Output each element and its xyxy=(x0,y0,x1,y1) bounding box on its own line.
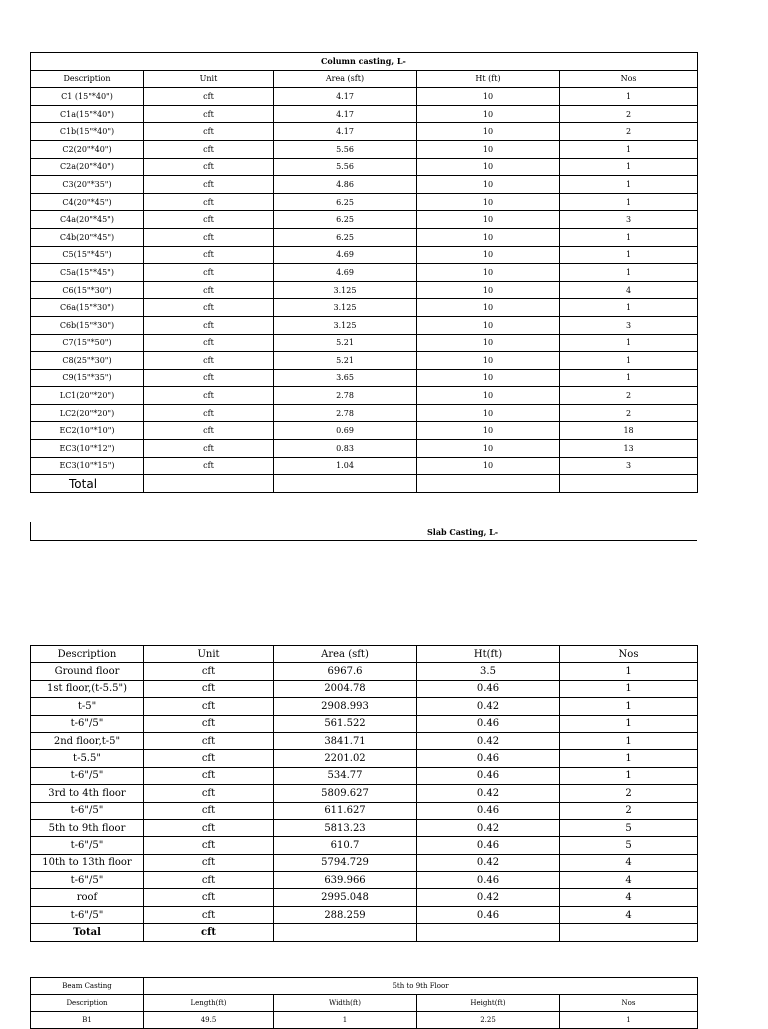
cell-nos: 4 xyxy=(560,889,698,906)
cell-area: 5794.729 xyxy=(274,854,417,871)
cell-unit: cft xyxy=(144,105,274,123)
header-height: Ht (ft) xyxy=(417,70,560,88)
cell-description: t-6"/5" xyxy=(31,872,144,889)
cell-height: 0.46 xyxy=(417,680,560,697)
cell-description: C4(20"*45") xyxy=(31,193,144,211)
cell-nos: 4 xyxy=(560,872,698,889)
cell-nos: 2 xyxy=(560,404,698,422)
total-cell xyxy=(560,475,698,493)
slab-casting-table xyxy=(30,645,698,942)
cell-unit: cft xyxy=(144,906,274,923)
header-length: Length(ft) xyxy=(144,995,274,1012)
cell-area: 2.78 xyxy=(274,387,417,405)
cell-nos: 18 xyxy=(560,422,698,440)
cell-description: C3(20"*35") xyxy=(31,176,144,194)
cell-nos: 1 xyxy=(560,246,698,264)
cell-area: 1 xyxy=(274,1012,417,1029)
cell-area: 4.17 xyxy=(274,123,417,141)
cell-description: C6a(15"*30") xyxy=(31,299,144,317)
table-row xyxy=(31,889,698,906)
cell-unit: cft xyxy=(144,872,274,889)
total-label: Total xyxy=(31,924,144,941)
cell-nos: 1 xyxy=(560,369,698,387)
cell-area: 6.25 xyxy=(274,228,417,246)
cell-nos: 4 xyxy=(560,854,698,871)
cell-height: 10 xyxy=(417,352,560,370)
cell-unit: cft xyxy=(144,246,274,264)
cell-height: 10 xyxy=(417,88,560,106)
table-row xyxy=(31,211,698,229)
cell-area: 5.21 xyxy=(274,352,417,370)
cell-height: 10 xyxy=(417,404,560,422)
cell-description: C2a(20"*40") xyxy=(31,158,144,176)
cell-nos: 1 xyxy=(560,663,698,680)
table-row xyxy=(31,140,698,158)
table-row xyxy=(31,299,698,317)
cell-description: C1b(15"*40") xyxy=(31,123,144,141)
cell-height: 10 xyxy=(417,193,560,211)
cell-height: 10 xyxy=(417,316,560,334)
cell-height: 0.42 xyxy=(417,732,560,749)
cell-height: 10 xyxy=(417,299,560,317)
total-cell xyxy=(417,924,560,941)
header-description: Description xyxy=(31,70,144,88)
cell-nos: 3 xyxy=(560,457,698,475)
cell-description: EC3(10"*15") xyxy=(31,457,144,475)
cell-height: 10 xyxy=(417,140,560,158)
cell-description: 1st floor,(t-5.5") xyxy=(31,680,144,697)
total-cell xyxy=(144,475,274,493)
cell-unit: cft xyxy=(144,176,274,194)
header-width: Width(ft) xyxy=(274,995,417,1012)
cell-area: 5.56 xyxy=(274,140,417,158)
cell-description: C4a(20"*45") xyxy=(31,211,144,229)
table-row xyxy=(31,176,698,194)
table-row xyxy=(31,872,698,889)
cell-area: 2004.78 xyxy=(274,680,417,697)
cell-height: 10 xyxy=(417,123,560,141)
table-row xyxy=(31,105,698,123)
cell-nos: 2 xyxy=(560,105,698,123)
header-nos: Nos xyxy=(560,646,698,663)
cell-unit: cft xyxy=(144,369,274,387)
cell-unit: cft xyxy=(144,193,274,211)
cell-nos: 2 xyxy=(560,802,698,819)
cell-area: 5809.627 xyxy=(274,785,417,802)
cell-height: 2.25 xyxy=(417,1012,560,1029)
table-row xyxy=(31,732,698,749)
table-row xyxy=(31,715,698,732)
cell-area: 0.69 xyxy=(274,422,417,440)
cell-description: C6(15"*30") xyxy=(31,281,144,299)
cell-area: 639.966 xyxy=(274,872,417,889)
cell-unit: cft xyxy=(144,854,274,871)
cell-area: 4.69 xyxy=(274,264,417,282)
cell-nos: 1 xyxy=(560,334,698,352)
cell-height: 10 xyxy=(417,457,560,475)
table-row xyxy=(31,352,698,370)
cell-description: 5th to 9th floor xyxy=(31,819,144,836)
cell-description: 3rd to 4th floor xyxy=(31,785,144,802)
table-row xyxy=(31,264,698,282)
cell-area: 288.259 xyxy=(274,906,417,923)
cell-nos: 5 xyxy=(560,819,698,836)
cell-area: 2.78 xyxy=(274,404,417,422)
cell-area: 5.56 xyxy=(274,158,417,176)
cell-height: 10 xyxy=(417,176,560,194)
cell-description: t-6"/5" xyxy=(31,802,144,819)
header-description: Description xyxy=(31,646,144,663)
cell-nos: 1 xyxy=(560,352,698,370)
cell-area: 611.627 xyxy=(274,802,417,819)
cell-nos: 4 xyxy=(560,906,698,923)
beam-casting-floor-label: 5th to 9th Floor xyxy=(144,978,698,995)
cell-unit: cft xyxy=(144,211,274,229)
table-row xyxy=(31,785,698,802)
beam-casting-title-row xyxy=(31,978,698,995)
table-row xyxy=(31,422,698,440)
cell-area: 3.125 xyxy=(274,281,417,299)
cell-description: Ground floor xyxy=(31,663,144,680)
cell-unit: cft xyxy=(144,750,274,767)
total-unit: cft xyxy=(144,924,274,941)
header-nos: Nos xyxy=(560,995,698,1012)
table-row xyxy=(31,246,698,264)
cell-description: LC2(20"*20") xyxy=(31,404,144,422)
cell-area: 3841.71 xyxy=(274,732,417,749)
cell-area: 5813.23 xyxy=(274,819,417,836)
slab-casting-title: Slab Casting, L- xyxy=(427,527,499,537)
cell-description: C7(15"*50") xyxy=(31,334,144,352)
total-label: Total xyxy=(31,475,144,493)
table-row xyxy=(31,316,698,334)
cell-unit: cft xyxy=(144,715,274,732)
cell-nos: 1 xyxy=(560,264,698,282)
table-row xyxy=(31,369,698,387)
cell-height: 0.46 xyxy=(417,837,560,854)
cell-nos: 2 xyxy=(560,387,698,405)
cell-description: 2nd floor,t-5" xyxy=(31,732,144,749)
cell-unit: cft xyxy=(144,819,274,836)
cell-description: t-5" xyxy=(31,698,144,715)
beam-casting-table xyxy=(30,977,698,1029)
cell-unit: cft xyxy=(144,299,274,317)
cell-area: 2908.993 xyxy=(274,698,417,715)
cell-area: 561.522 xyxy=(274,715,417,732)
cell-height: 10 xyxy=(417,158,560,176)
cell-height: 10 xyxy=(417,387,560,405)
cell-nos: 1 xyxy=(560,750,698,767)
cell-height: 10 xyxy=(417,228,560,246)
cell-area: 3.65 xyxy=(274,369,417,387)
table-row xyxy=(31,334,698,352)
cell-unit: cft xyxy=(144,88,274,106)
column-casting-title: Column casting, L- xyxy=(321,56,406,67)
cell-description: C5a(15"*45") xyxy=(31,264,144,282)
column-casting-table xyxy=(30,52,698,493)
cell-area: 5.21 xyxy=(274,334,417,352)
total-row xyxy=(31,475,698,493)
cell-description: t-6"/5" xyxy=(31,767,144,784)
cell-height: 0.46 xyxy=(417,802,560,819)
cell-unit: cft xyxy=(144,802,274,819)
cell-unit: cft xyxy=(144,352,274,370)
cell-description: t-6"/5" xyxy=(31,715,144,732)
cell-area: 1.04 xyxy=(274,457,417,475)
cell-description: B1 xyxy=(31,1012,144,1029)
cell-unit: cft xyxy=(144,158,274,176)
table-row xyxy=(31,802,698,819)
cell-nos: 1 xyxy=(560,158,698,176)
cell-unit: cft xyxy=(144,281,274,299)
cell-height: 10 xyxy=(417,211,560,229)
cell-area: 4.86 xyxy=(274,176,417,194)
cell-description: t-6"/5" xyxy=(31,837,144,854)
cell-unit: cft xyxy=(144,680,274,697)
cell-nos: 5 xyxy=(560,837,698,854)
cell-description: EC3(10"*12") xyxy=(31,440,144,458)
header-height: Height(ft) xyxy=(417,995,560,1012)
table-row xyxy=(31,193,698,211)
total-row xyxy=(31,924,698,941)
cell-area: 3.125 xyxy=(274,316,417,334)
cell-nos: 3 xyxy=(560,211,698,229)
cell-area: 0.83 xyxy=(274,440,417,458)
header-unit: Unit xyxy=(144,646,274,663)
cell-description: C9(15"*35") xyxy=(31,369,144,387)
cell-area: 610.7 xyxy=(274,837,417,854)
cell-description: roof xyxy=(31,889,144,906)
header-unit: Unit xyxy=(144,70,274,88)
cell-nos: 1 xyxy=(560,1012,698,1029)
cell-unit: cft xyxy=(144,228,274,246)
cell-height: 0.42 xyxy=(417,698,560,715)
cell-height: 10 xyxy=(417,334,560,352)
table-row xyxy=(31,404,698,422)
header-area: Area (sft) xyxy=(274,70,417,88)
cell-area: 6.25 xyxy=(274,193,417,211)
table-row xyxy=(31,158,698,176)
cell-unit: cft xyxy=(144,889,274,906)
cell-unit: cft xyxy=(144,316,274,334)
table-row xyxy=(31,123,698,141)
table-row xyxy=(31,387,698,405)
table-row xyxy=(31,228,698,246)
cell-description: C6b(15"*30") xyxy=(31,316,144,334)
cell-unit: cft xyxy=(144,698,274,715)
cell-height: 0.42 xyxy=(417,819,560,836)
table-row xyxy=(31,698,698,715)
slab-casting-title-box xyxy=(30,522,697,541)
cell-nos: 4 xyxy=(560,281,698,299)
cell-unit: cft xyxy=(144,404,274,422)
table-row xyxy=(31,680,698,697)
header-nos: Nos xyxy=(560,70,698,88)
cell-nos: 3 xyxy=(560,316,698,334)
cell-height: 0.46 xyxy=(417,767,560,784)
cell-nos: 1 xyxy=(560,767,698,784)
cell-height: 0.46 xyxy=(417,906,560,923)
cell-height: 10 xyxy=(417,369,560,387)
total-cell xyxy=(560,924,698,941)
cell-nos: 1 xyxy=(560,88,698,106)
cell-unit: cft xyxy=(144,785,274,802)
header-height: Ht(ft) xyxy=(417,646,560,663)
cell-nos: 1 xyxy=(560,228,698,246)
cell-description: t-6"/5" xyxy=(31,906,144,923)
table-row xyxy=(31,457,698,475)
cell-height: 3.5 xyxy=(417,663,560,680)
cell-area: 3.125 xyxy=(274,299,417,317)
header-area: Area (sft) xyxy=(274,646,417,663)
cell-unit: cft xyxy=(144,422,274,440)
cell-height: 10 xyxy=(417,440,560,458)
table-row xyxy=(31,750,698,767)
cell-unit: 49.5 xyxy=(144,1012,274,1029)
table-row xyxy=(31,837,698,854)
cell-description: t-5.5" xyxy=(31,750,144,767)
table-row xyxy=(31,281,698,299)
column-casting-title-row xyxy=(31,53,698,71)
total-cell xyxy=(274,924,417,941)
cell-description: C1 (15"*40") xyxy=(31,88,144,106)
table-row xyxy=(31,906,698,923)
cell-unit: cft xyxy=(144,123,274,141)
table-row xyxy=(31,88,698,106)
cell-nos: 1 xyxy=(560,140,698,158)
beam-casting-title: Beam Casting xyxy=(31,978,144,995)
total-cell xyxy=(417,475,560,493)
cell-area: 2201.02 xyxy=(274,750,417,767)
cell-height: 10 xyxy=(417,422,560,440)
cell-description: C1a(15"*40") xyxy=(31,105,144,123)
cell-height: 10 xyxy=(417,281,560,299)
table-row xyxy=(31,854,698,871)
table-row xyxy=(31,1012,698,1029)
cell-nos: 1 xyxy=(560,176,698,194)
cell-unit: cft xyxy=(144,264,274,282)
cell-nos: 1 xyxy=(560,698,698,715)
cell-area: 4.17 xyxy=(274,105,417,123)
cell-area: 6967.6 xyxy=(274,663,417,680)
cell-description: C4b(20"*45") xyxy=(31,228,144,246)
cell-area: 4.17 xyxy=(274,88,417,106)
cell-unit: cft xyxy=(144,767,274,784)
cell-unit: cft xyxy=(144,140,274,158)
cell-unit: cft xyxy=(144,837,274,854)
cell-description: 10th to 13th floor xyxy=(31,854,144,871)
cell-unit: cft xyxy=(144,663,274,680)
cell-unit: cft xyxy=(144,440,274,458)
cell-nos: 1 xyxy=(560,680,698,697)
cell-nos: 13 xyxy=(560,440,698,458)
cell-unit: cft xyxy=(144,732,274,749)
cell-nos: 1 xyxy=(560,299,698,317)
total-cell xyxy=(274,475,417,493)
table-row xyxy=(31,663,698,680)
cell-nos: 1 xyxy=(560,715,698,732)
slab-casting-header-row xyxy=(31,646,698,663)
cell-nos: 2 xyxy=(560,785,698,802)
cell-height: 0.46 xyxy=(417,750,560,767)
cell-description: EC2(10"*10") xyxy=(31,422,144,440)
cell-nos: 1 xyxy=(560,193,698,211)
cell-unit: cft xyxy=(144,334,274,352)
cell-height: 10 xyxy=(417,246,560,264)
cell-area: 6.25 xyxy=(274,211,417,229)
header-description: Description xyxy=(31,995,144,1012)
cell-unit: cft xyxy=(144,457,274,475)
table-row xyxy=(31,819,698,836)
cell-height: 10 xyxy=(417,264,560,282)
cell-height: 0.46 xyxy=(417,715,560,732)
cell-height: 0.42 xyxy=(417,854,560,871)
cell-description: C5(15"*45") xyxy=(31,246,144,264)
table-row xyxy=(31,767,698,784)
beam-casting-header-row xyxy=(31,995,698,1012)
cell-unit: cft xyxy=(144,387,274,405)
cell-description: C2(20"*40") xyxy=(31,140,144,158)
column-casting-header-row xyxy=(31,70,698,88)
cell-description: LC1(20"*20") xyxy=(31,387,144,405)
cell-description: C8(25"*30") xyxy=(31,352,144,370)
cell-nos: 2 xyxy=(560,123,698,141)
cell-height: 0.46 xyxy=(417,872,560,889)
cell-height: 0.42 xyxy=(417,889,560,906)
cell-area: 4.69 xyxy=(274,246,417,264)
cell-height: 10 xyxy=(417,105,560,123)
cell-area: 2995.048 xyxy=(274,889,417,906)
cell-height: 0.42 xyxy=(417,785,560,802)
table-row xyxy=(31,440,698,458)
cell-area: 534.77 xyxy=(274,767,417,784)
cell-nos: 1 xyxy=(560,732,698,749)
